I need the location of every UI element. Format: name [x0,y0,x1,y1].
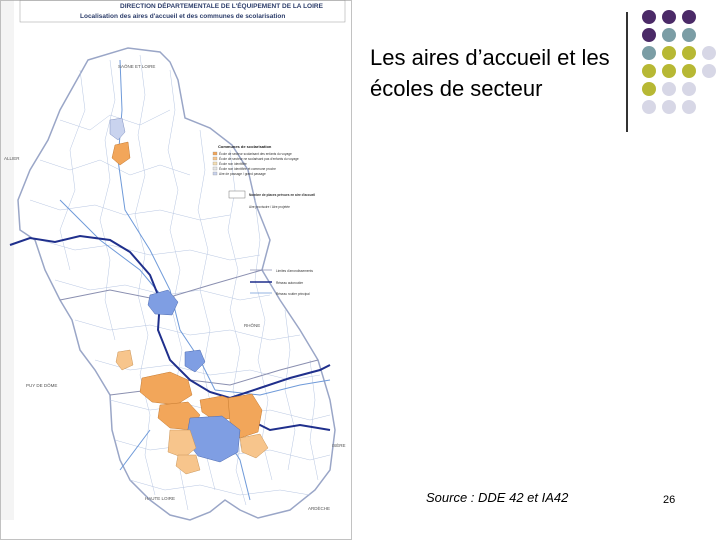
map-header-subtitle: Localisation des aires d'accueil et des communes de scolarisation [80,13,286,20]
label-west-lower: PUY DE DÔME [26,383,58,388]
dot-5-1 [642,82,656,96]
dot-4-4 [702,64,716,78]
department-map [0,0,352,540]
label-south-east: ARDÈCHE [308,506,331,511]
dot-4-1 [642,64,656,78]
dot-5-2 [662,82,676,96]
dot-1-2 [662,10,676,24]
label-southeast: ISÈRE [332,443,346,448]
dot-3-3 [682,46,696,60]
dot-6-3 [682,100,696,114]
dot-5-3 [682,82,696,96]
dot-6-2 [662,100,676,114]
legend-item-5: Aire de passage / grand passage [219,172,266,176]
label-east: RHÔNE [244,323,261,328]
legend-line-3: Réseau routier principal [276,292,310,296]
dot-3-4 [702,46,716,60]
legend-item-3: École non identifiée [219,162,247,166]
title-divider [626,12,628,132]
legend-line-1: Limites d'arrondissements [276,269,313,273]
label-north: SAÔNE ET LOIRE [118,64,156,69]
legend-title: Communes de scolarisation [218,144,272,149]
map-header-title: DIRECTION DÉPARTEMENTALE DE L'ÉQUIPEMENT DE LA LOIRE [120,3,323,10]
source-caption: Source : DDE 42 et IA42 [426,490,569,505]
page-number: 26 [663,494,676,506]
label-south-west: HAUTE LOIRE [145,496,176,501]
dot-1-1 [642,10,656,24]
dot-1-3 [682,10,696,24]
dot-6-1 [642,100,656,114]
legend-item-1: École de secteur scolarisant des enfants du voyage [219,152,292,156]
slide-title: Les aires d’accueil et les écoles de secteur [370,45,610,101]
legend-capacity-label: Nombre de places prévues en aire d'accueil [249,193,316,197]
label-west-upper: ALLIER [4,156,20,161]
dot-2-1 [642,28,656,42]
legend-line-2: Réseau autoroutier [276,281,304,285]
dot-4-2 [662,64,676,78]
dot-2-2 [662,28,676,42]
dot-3-2 [662,46,676,60]
legend-item-2: École de secteur ne scolarisant pas d'enfants du voyage [219,157,299,161]
dot-4-3 [682,64,696,78]
legend-item-4: École non identifiée et commune proche [219,167,276,171]
legend-capacity-sub: Aire provisoire / Aire projetée [249,205,290,209]
dot-2-3 [682,28,696,42]
decorative-dot-grid [632,10,720,140]
dot-3-1 [642,46,656,60]
